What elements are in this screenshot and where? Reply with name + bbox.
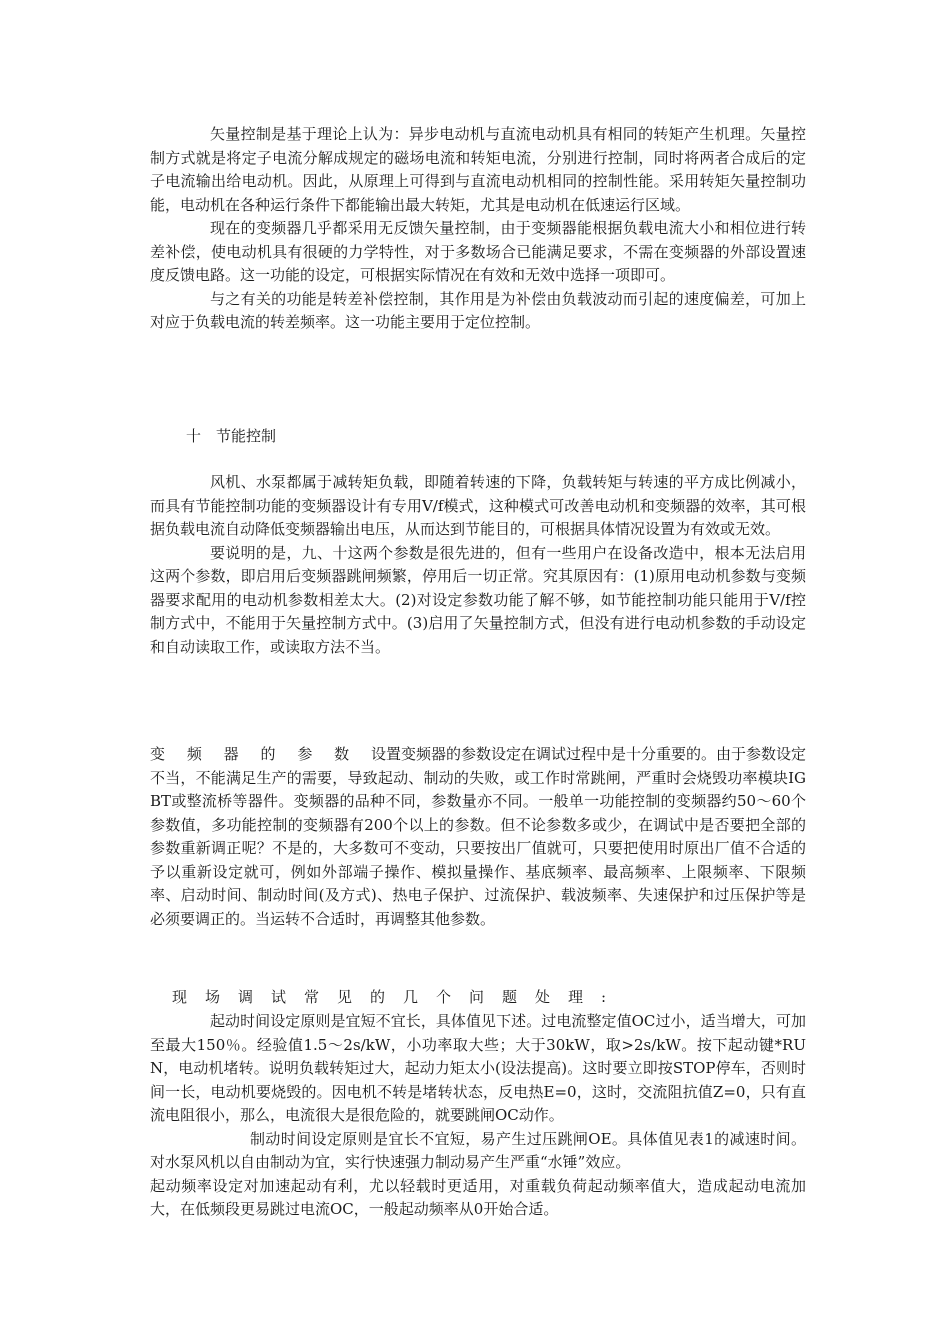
- paragraph: 制动时间设定原则是宜长不宜短，易产生过压跳闸OE。具体值见表1的减速时间。对水泵风机以自由制动为宜，实行快速强力制动易产生严重“水锤”效应。: [150, 1129, 806, 1171]
- section-title: 变频器的参数设: [150, 745, 386, 763]
- paragraph: 与之有关的功能是转差补偿控制，其作用是为补偿由负载波动而引起的速度偏差，可加上对应于负载电流的转差频率。这一功能主要用于定位控制。: [150, 289, 806, 331]
- paragraph: 矢量控制是基于理论上认为：异步电动机与直流电动机具有相同的转矩产生机理。矢量控制方式就是将定子电流分解成规定的磁场电流和转矩电流，分别进行控制，同时将两者合成后的定子电流输出给电动机。因此，从原理上可得到与直流电动机相同的控制性能。采用转矩矢量控制功能，电动机在各种运行条件下都能输出最大转矩，尤其是电动机在低速运行区域。: [150, 125, 806, 214]
- section-heading: 十 节能控制: [186, 427, 277, 445]
- paragraph: 起动时间设定原则是宜短不宜长，具体值见下述。过电流整定值OC过小，适当增大，可加至最大150％。经验值1.5～2s/kW，小功率取大些；大于30kW，取>2s/kW。按下起动键*RUN，电动机堵转。说明负载转矩过大，起动力矩太小(设法提高)。这时要立即按STOP停车，否则时间一长，电动机要烧毁的。因电机不转是堵转状态，反电热E=0，这时，交流阻抗值Z=0，只有直流电阻很小，那么，电流很大是很危险的，就要跳闸OC动作。: [150, 1012, 806, 1124]
- field-debugging-section: [150, 1010, 806, 1222]
- paragraph: 现在的变频器几乎都采用无反馈矢量控制，由于变频器能根据负载电流大小和相位进行转差补偿，使电动机具有很硬的力学特性，对于多数场合已能满足要求，不需在变频器的外部设置速度反馈电路。这一功能的设定，可根据实际情况在有效和无效中选择一项即可。: [150, 219, 806, 284]
- parameter-setting-section: [150, 743, 806, 931]
- vector-control-section: [150, 123, 806, 335]
- section-title: 现场调试常见的几个问题处理:: [172, 988, 606, 1006]
- energy-saving-section: [150, 471, 806, 659]
- paragraph: [150, 743, 806, 931]
- paragraph: 起动频率设定对加速起动有利，尤以轻载时更适用，对重载负荷起动频率值大，造成起动电流加大，在低频段更易跳过电流OC，一般起动频率从0开始合适。: [150, 1176, 806, 1218]
- paragraph: 要说明的是，九、十这两个参数是很先进的，但有一些用户在设备改造中，根本无法启用这两个参数，即启用后变频器跳闸频繁，停用后一切正常。究其原因有：(1)原用电动机参数与变频器要求配用的电动机参数相差太大。(2)对设定参数功能了解不够，如节能控制功能只能用于V/f控制方式中，不能用于矢量控制方式中。(3)启用了矢量控制方式，但没有进行电动机参数的手动设定和自动读取工作，或读取方法不当。: [150, 543, 806, 656]
- paragraph: 风机、水泵都属于减转矩负载，即随着转速的下降，负载转矩与转速的平方成比例减小，而具有节能控制功能的变频器设计有专用V/f模式，这种模式可改善电动机和变频器的效率，其可根据负载电流自动降低变频器输出电压，从而达到节能目的，可根据具体情况设置为有效或无效。: [150, 473, 806, 538]
- paragraph-text: 置变频器的参数设定在调试过程中是十分重要的。由于参数设定不当，不能满足生产的需要，导致起动、制动的失败，或工作时常跳闸，严重时会烧毁功率模块IGBT或整流桥等器件。变频器的品种不同，参数量亦不同。一般单一功能控制的变频器约50～60个参数值，多功能控制的变频器有200个以上的参数。但不论参数多或少，在调试中是否要把全部的参数重新调正呢？不是的，大多数可不变动，只要按出厂值就可，只要把使用时原出厂值不合适的予以重新设定就可，例如外部端子操作、模拟量操作、基底频率、最高频率、上限频率、下限频率、启动时间、制动时间(及方式)、热电子保护、过流保护、载波频率、失速保护和过压保护等是必须要调正的。当运转不合适时，再调整其他参数。: [150, 745, 807, 928]
